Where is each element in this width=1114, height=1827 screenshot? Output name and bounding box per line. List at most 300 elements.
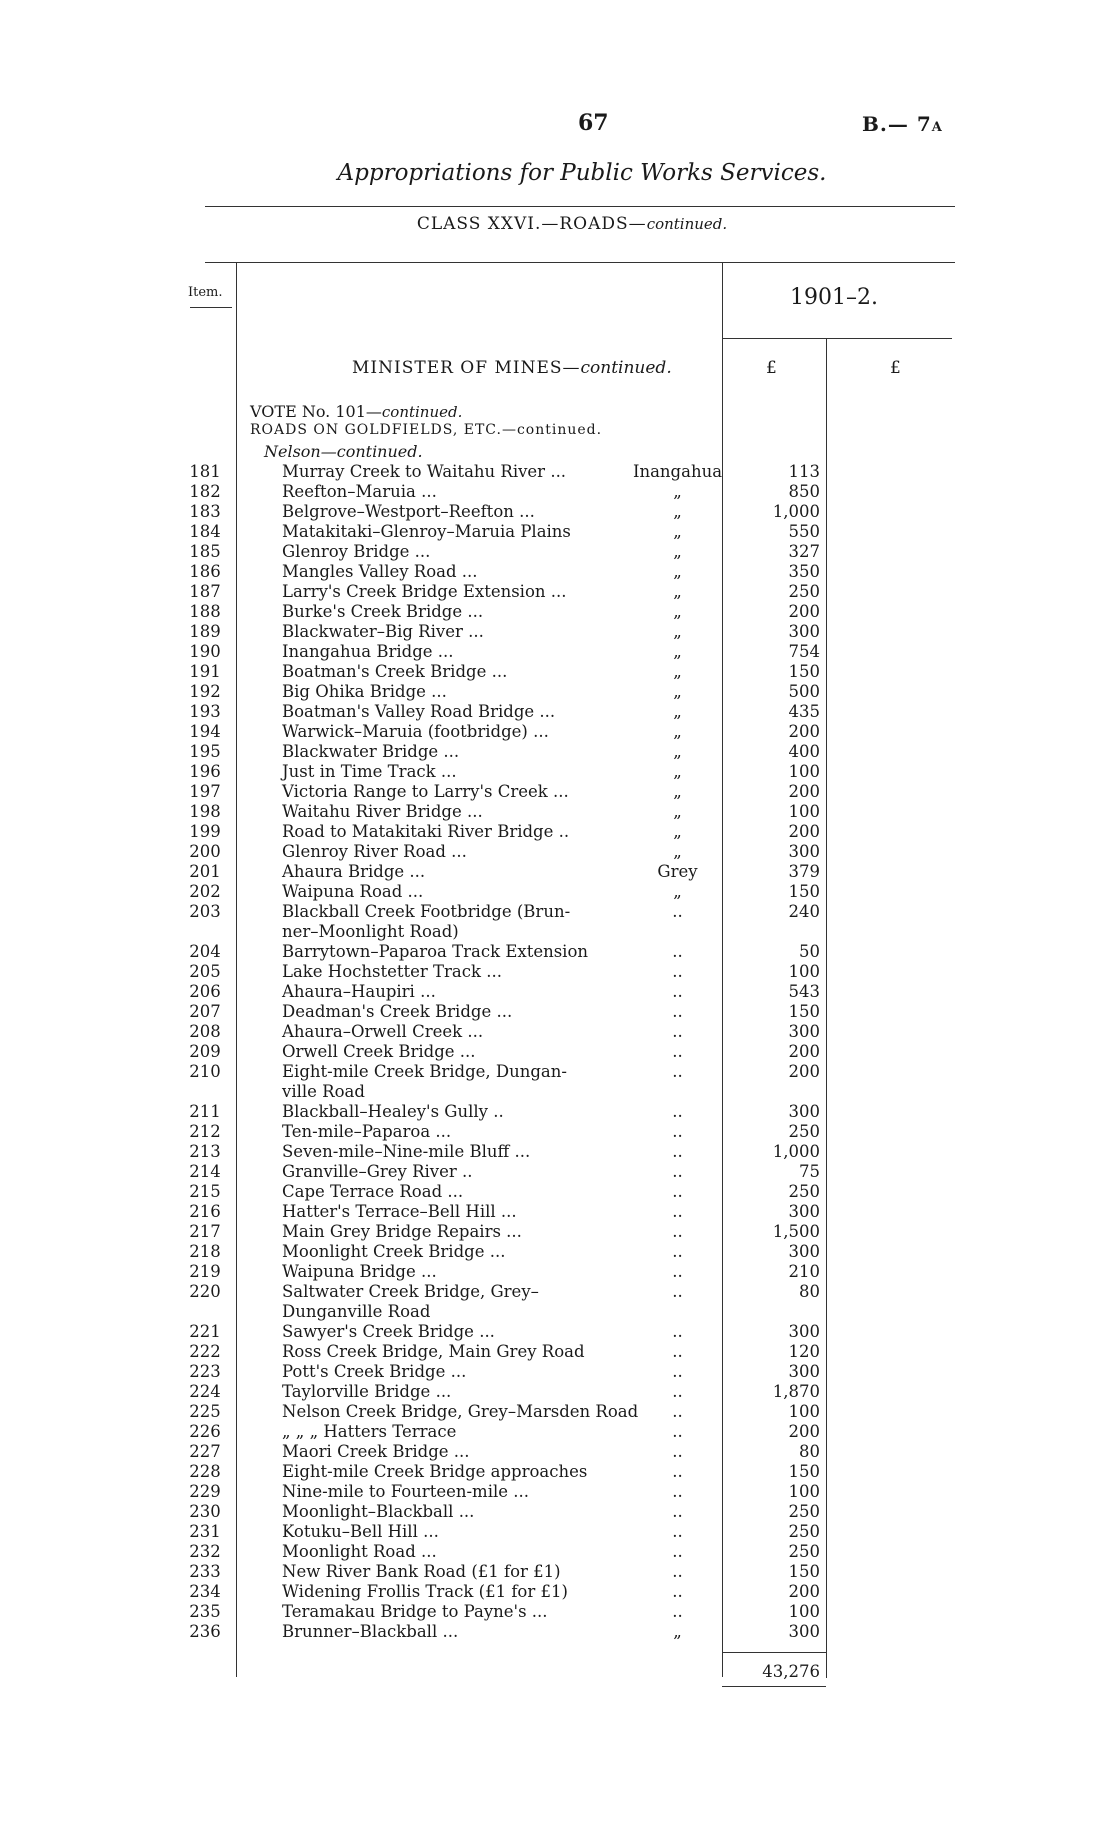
item-amount: 250 (788, 1122, 820, 1141)
table-row (0, 942, 1114, 962)
table-row (0, 1102, 1114, 1122)
item-number: 197 (189, 782, 221, 801)
item-number: 195 (189, 742, 221, 761)
item-number: 184 (189, 522, 221, 541)
item-district: „ (673, 842, 682, 861)
item-number: 202 (189, 882, 221, 901)
item-district: .. (672, 1322, 683, 1341)
item-district: .. (672, 982, 683, 1001)
vote-heading-cont: continued. (381, 403, 463, 421)
table-row (0, 1022, 1114, 1042)
document-reference (862, 112, 943, 136)
item-number: 234 (189, 1582, 221, 1601)
item-number: 205 (189, 962, 221, 981)
item-amount: 250 (788, 1522, 820, 1541)
item-description: Eight-mile Creek Bridge, Dungan- (282, 1062, 567, 1081)
item-district: „ (673, 602, 682, 621)
page-number: 67 (578, 110, 609, 136)
item-number: 224 (189, 1382, 221, 1401)
item-number: 185 (189, 542, 221, 561)
item-description: Deadman's Creek Bridge ... (282, 1002, 513, 1021)
item-description: Nelson Creek Bridge, Grey–Marsden Road (282, 1402, 639, 1421)
item-number: 231 (189, 1522, 221, 1541)
table-row (0, 662, 1114, 682)
item-description: Cape Terrace Road ... (282, 1182, 464, 1201)
item-description: „ „ „ Hatters Terrace (282, 1422, 457, 1441)
item-district: .. (672, 1102, 683, 1121)
table-row (0, 582, 1114, 602)
item-amount: 200 (788, 722, 820, 741)
item-description: Barrytown–Paparoa Track Extension (282, 942, 589, 961)
table-row (0, 1382, 1114, 1402)
table-row (0, 1262, 1114, 1282)
table-row (0, 1242, 1114, 1262)
table-row (0, 1182, 1114, 1202)
item-amount: 1,000 (772, 502, 820, 521)
item-district: .. (672, 942, 683, 961)
table-row (0, 1362, 1114, 1382)
item-amount: 379 (788, 862, 820, 881)
item-amount: 240 (788, 902, 820, 921)
item-district: .. (672, 1022, 683, 1041)
item-number: 199 (189, 822, 221, 841)
item-description: Nine-mile to Fourteen-mile ... (282, 1482, 530, 1501)
item-amount: 1,500 (772, 1222, 820, 1241)
item-district: „ (673, 782, 682, 801)
reference-suffix: A (931, 120, 943, 135)
item-amount: 80 (799, 1282, 820, 1301)
item-number: 182 (189, 482, 221, 501)
item-district: .. (672, 1462, 683, 1481)
item-description: Saltwater Creek Bridge, Grey– (282, 1282, 539, 1301)
item-number: 191 (189, 662, 221, 681)
item-description: Waipuna Bridge ... (282, 1262, 437, 1281)
item-amount: 150 (788, 1002, 820, 1021)
item-amount: 120 (788, 1342, 820, 1361)
item-number: 230 (189, 1502, 221, 1521)
item-amount: 300 (788, 1102, 820, 1121)
year-header-rule (722, 338, 952, 339)
item-district: .. (672, 1382, 683, 1401)
item-number: 188 (189, 602, 221, 621)
total-amount: 43,276 (762, 1662, 820, 1681)
item-district: „ (673, 642, 682, 661)
table-row (0, 462, 1114, 482)
item-description: Seven-mile–Nine-mile Bluff ... (282, 1142, 531, 1161)
item-amount: 250 (788, 1182, 820, 1201)
item-number: 181 (189, 462, 221, 481)
table-row (0, 1342, 1114, 1362)
item-number: 186 (189, 562, 221, 581)
table-row (0, 902, 1114, 922)
item-district: „ (673, 882, 682, 901)
total-rule-top (722, 1652, 826, 1653)
table-row (0, 1162, 1114, 1182)
item-district: .. (672, 1002, 683, 1021)
item-amount: 300 (788, 842, 820, 861)
table-row (0, 642, 1114, 662)
item-district: .. (672, 1182, 683, 1201)
item-amount: 200 (788, 1062, 820, 1081)
item-number: 223 (189, 1362, 221, 1381)
table-row (0, 1002, 1114, 1022)
minister-heading (352, 358, 672, 378)
item-number: 222 (189, 1342, 221, 1361)
item-description: Dunganville Road (282, 1302, 431, 1321)
item-description: Murray Creek to Waitahu River ... (282, 462, 567, 481)
item-description: Ross Creek Bridge, Main Grey Road (282, 1342, 585, 1361)
item-district: .. (672, 1162, 683, 1181)
item-description: Pott's Creek Bridge ... (282, 1362, 467, 1381)
item-district: „ (673, 542, 682, 561)
item-description: Moonlight Creek Bridge ... (282, 1242, 506, 1261)
item-amount: 300 (788, 1022, 820, 1041)
item-description: Brunner–Blackball ... (282, 1622, 459, 1641)
item-number: 192 (189, 682, 221, 701)
item-number: 204 (189, 942, 221, 961)
table-row (0, 1522, 1114, 1542)
table-row (0, 1582, 1114, 1602)
reference-main: B.— 7 (862, 112, 932, 136)
item-number: 189 (189, 622, 221, 641)
item-number: 183 (189, 502, 221, 521)
item-amount: 400 (788, 742, 820, 761)
item-district: „ (673, 802, 682, 821)
item-number: 219 (189, 1262, 221, 1281)
item-number: 193 (189, 702, 221, 721)
item-number: 212 (189, 1122, 221, 1141)
item-district: .. (672, 1542, 683, 1561)
item-district: .. (672, 1242, 683, 1261)
item-amount: 150 (788, 1562, 820, 1581)
item-number: 198 (189, 802, 221, 821)
table-row (0, 722, 1114, 742)
table-row (0, 982, 1114, 1002)
item-description: Glenroy Bridge ... (282, 542, 431, 561)
item-district: „ (673, 482, 682, 501)
item-amount: 543 (788, 982, 820, 1001)
item-description: New River Bank Road (£1 for £1) (282, 1562, 561, 1581)
table-row (0, 682, 1114, 702)
item-description: Waitahu River Bridge ... (282, 802, 483, 821)
item-description: Blackball Creek Footbridge (Brun- (282, 902, 571, 921)
item-district: „ (673, 742, 682, 761)
item-number: 201 (189, 862, 221, 881)
item-description: Waipuna Road ... (282, 882, 424, 901)
item-number: 232 (189, 1542, 221, 1561)
item-number: 229 (189, 1482, 221, 1501)
item-number: 227 (189, 1442, 221, 1461)
vote-heading-main: VOTE No. 101— (250, 402, 382, 421)
item-description: Main Grey Bridge Repairs ... (282, 1222, 522, 1241)
item-number: 216 (189, 1202, 221, 1221)
item-district: .. (672, 902, 683, 921)
item-district: „ (673, 562, 682, 581)
item-district: .. (672, 1442, 683, 1461)
item-district: .. (672, 1342, 683, 1361)
item-district: „ (673, 822, 682, 841)
item-description: Kotuku–Bell Hill ... (282, 1522, 439, 1541)
region-heading: Nelson—continued. (264, 442, 423, 461)
item-number: 203 (189, 902, 221, 921)
item-description: Moonlight Road ... (282, 1542, 437, 1561)
item-amount: 300 (788, 1242, 820, 1261)
item-amount: 150 (788, 882, 820, 901)
table-row (0, 922, 1114, 942)
table-row (0, 1282, 1114, 1302)
item-district: .. (672, 1482, 683, 1501)
table-row (0, 482, 1114, 502)
item-description: Ten-mile–Paparoa ... (282, 1122, 452, 1141)
item-description: Ahaura Bridge ... (282, 862, 426, 881)
table-row (0, 1482, 1114, 1502)
total-rule-bottom (722, 1686, 826, 1687)
table-row (0, 962, 1114, 982)
item-number: 206 (189, 982, 221, 1001)
item-description: Belgrove–Westport–Reefton ... (282, 502, 535, 521)
item-number: 228 (189, 1462, 221, 1481)
item-amount: 100 (788, 762, 820, 781)
item-district: Inangahua (632, 462, 723, 481)
item-amount: 300 (788, 1362, 820, 1381)
item-amount: 1,870 (772, 1382, 820, 1401)
roads-heading: ROADS ON GOLDFIELDS, ETC.—continued. (250, 422, 603, 438)
item-number: 187 (189, 582, 221, 601)
item-district: .. (672, 1122, 683, 1141)
item-description: Teramakau Bridge to Payne's ... (282, 1602, 548, 1621)
item-amount: 210 (788, 1262, 820, 1281)
item-amount: 550 (788, 522, 820, 541)
year-column-divider (722, 262, 723, 347)
item-amount: 250 (788, 1542, 820, 1561)
item-description: Just in Time Track ... (282, 762, 457, 781)
item-amount: 75 (799, 1162, 820, 1181)
item-district: „ (673, 582, 682, 601)
item-number: 194 (189, 722, 221, 741)
item-description: Reefton–Maruia ... (282, 482, 437, 501)
item-district: .. (672, 1562, 683, 1581)
item-description: Granville–Grey River .. (282, 1162, 473, 1181)
item-amount: 350 (788, 562, 820, 581)
item-district: .. (672, 1522, 683, 1541)
item-amount: 1,000 (772, 1142, 820, 1161)
table-row (0, 1062, 1114, 1082)
table-row (0, 1602, 1114, 1622)
item-district: „ (673, 702, 682, 721)
item-number: 208 (189, 1022, 221, 1041)
item-amount: 100 (788, 802, 820, 821)
item-number: 211 (189, 1102, 221, 1121)
table-row (0, 562, 1114, 582)
item-district: „ (673, 1622, 682, 1641)
item-description: Maori Creek Bridge ... (282, 1442, 470, 1461)
item-number: 235 (189, 1602, 221, 1621)
item-district: .. (672, 1262, 683, 1281)
minister-heading-main: MINISTER OF MINES— (352, 358, 581, 378)
item-district: .. (672, 1142, 683, 1161)
item-amount: 100 (788, 1602, 820, 1621)
table-row (0, 882, 1114, 902)
item-description: Moonlight–Blackball ... (282, 1502, 475, 1521)
item-district: „ (673, 622, 682, 641)
item-district: .. (672, 1202, 683, 1221)
item-district: .. (672, 962, 683, 981)
item-number: 218 (189, 1242, 221, 1261)
table-row (0, 1442, 1114, 1462)
item-description: Boatman's Creek Bridge ... (282, 662, 508, 681)
item-header-rule (190, 307, 232, 308)
table-row (0, 1462, 1114, 1482)
item-district: .. (672, 1042, 683, 1061)
item-description: Matakitaki–Glenroy–Maruia Plains (282, 522, 571, 541)
item-amount: 300 (788, 1322, 820, 1341)
item-amount: 200 (788, 1422, 820, 1441)
item-number: 213 (189, 1142, 221, 1161)
item-district: „ (673, 722, 682, 741)
item-amount: 200 (788, 602, 820, 621)
table-row (0, 1622, 1114, 1642)
table-row (0, 602, 1114, 622)
table-row (0, 1202, 1114, 1222)
item-description: Ahaura–Orwell Creek ... (282, 1022, 484, 1041)
item-number: 200 (189, 842, 221, 861)
page-title: Appropriations for Public Works Services. (337, 160, 827, 186)
table-row (0, 522, 1114, 542)
table-row (0, 702, 1114, 722)
table-row (0, 782, 1114, 802)
table-row (0, 1542, 1114, 1562)
item-district: .. (672, 1282, 683, 1301)
item-district: .. (672, 1602, 683, 1621)
item-number: 215 (189, 1182, 221, 1201)
item-district: .. (672, 1582, 683, 1601)
table-row (0, 502, 1114, 522)
item-description: Warwick–Maruia (footbridge) ... (282, 722, 549, 741)
item-amount: 113 (788, 462, 820, 481)
item-district: Grey (657, 862, 698, 881)
item-number: 236 (189, 1622, 221, 1641)
item-district: „ (673, 682, 682, 701)
table-row (0, 742, 1114, 762)
item-number: 217 (189, 1222, 221, 1241)
item-description: Road to Matakitaki River Bridge .. (282, 822, 570, 841)
item-amount: 300 (788, 1622, 820, 1641)
class-heading-cont: continued. (646, 215, 728, 233)
table-row (0, 1502, 1114, 1522)
item-description: Boatman's Valley Road Bridge ... (282, 702, 556, 721)
item-amount: 200 (788, 782, 820, 801)
item-district: .. (672, 1222, 683, 1241)
item-description: Blackwater Bridge ... (282, 742, 460, 761)
item-amount: 100 (788, 1402, 820, 1421)
table-row (0, 1222, 1114, 1242)
table-row (0, 1562, 1114, 1582)
table-row (0, 802, 1114, 822)
item-description: Big Ohika Bridge ... (282, 682, 447, 701)
table-row (0, 1322, 1114, 1342)
item-district: „ (673, 662, 682, 681)
item-district: .. (672, 1062, 683, 1081)
table-row (0, 1122, 1114, 1142)
item-amount: 100 (788, 1482, 820, 1501)
table-row (0, 1082, 1114, 1102)
item-description: Burke's Creek Bridge ... (282, 602, 484, 621)
item-amount: 200 (788, 1042, 820, 1061)
class-heading (0, 214, 1114, 234)
table-row (0, 1042, 1114, 1062)
table-row (0, 622, 1114, 642)
class-rule (205, 262, 955, 263)
item-amount: 200 (788, 1582, 820, 1601)
item-description: Hatter's Terrace–Bell Hill ... (282, 1202, 517, 1221)
table-row (0, 1302, 1114, 1322)
item-number: 190 (189, 642, 221, 661)
item-amount: 327 (788, 542, 820, 561)
item-amount: 50 (799, 942, 820, 961)
item-amount: 150 (788, 1462, 820, 1481)
title-rule (205, 206, 955, 207)
item-amount: 300 (788, 1202, 820, 1221)
item-district: „ (673, 522, 682, 541)
item-description: ville Road (282, 1082, 365, 1101)
item-number: 221 (189, 1322, 221, 1341)
vote-heading (250, 402, 462, 421)
minister-heading-cont: continued. (580, 358, 672, 378)
item-number: 233 (189, 1562, 221, 1581)
item-description: Blackball–Healey's Gully .. (282, 1102, 504, 1121)
item-number: 209 (189, 1042, 221, 1061)
item-amount: 250 (788, 582, 820, 601)
table-row (0, 822, 1114, 842)
item-description: Larry's Creek Bridge Extension ... (282, 582, 567, 601)
item-amount: 100 (788, 962, 820, 981)
item-description: Blackwater–Big River ... (282, 622, 484, 641)
currency-left: £ (766, 358, 777, 378)
item-amount: 500 (788, 682, 820, 701)
item-description: Victoria Range to Larry's Creek ... (282, 782, 569, 801)
item-description: Inangahua Bridge ... (282, 642, 454, 661)
item-description: Lake Hochstetter Track ... (282, 962, 502, 981)
item-amount: 850 (788, 482, 820, 501)
item-district: „ (673, 762, 682, 781)
item-description: Glenroy River Road ... (282, 842, 467, 861)
item-number: 207 (189, 1002, 221, 1021)
item-amount: 200 (788, 822, 820, 841)
item-description: Taylorville Bridge ... (282, 1382, 452, 1401)
item-district: .. (672, 1362, 683, 1381)
item-column-header: Item. (188, 285, 223, 300)
item-amount: 80 (799, 1442, 820, 1461)
table-row (0, 1422, 1114, 1442)
table-row (0, 542, 1114, 562)
currency-right: £ (890, 358, 901, 378)
item-amount: 250 (788, 1502, 820, 1521)
item-district: „ (673, 502, 682, 521)
item-description: Eight-mile Creek Bridge approaches (282, 1462, 588, 1481)
item-district: .. (672, 1422, 683, 1441)
item-number: 196 (189, 762, 221, 781)
item-description: Ahaura–Haupiri ... (282, 982, 436, 1001)
item-number: 226 (189, 1422, 221, 1441)
item-amount: 150 (788, 662, 820, 681)
item-district: .. (672, 1402, 683, 1421)
item-number: 214 (189, 1162, 221, 1181)
item-description: Mangles Valley Road ... (282, 562, 478, 581)
item-amount: 435 (788, 702, 820, 721)
item-district: .. (672, 1502, 683, 1521)
year-column-header: 1901–2. (790, 285, 878, 310)
table-row (0, 1402, 1114, 1422)
